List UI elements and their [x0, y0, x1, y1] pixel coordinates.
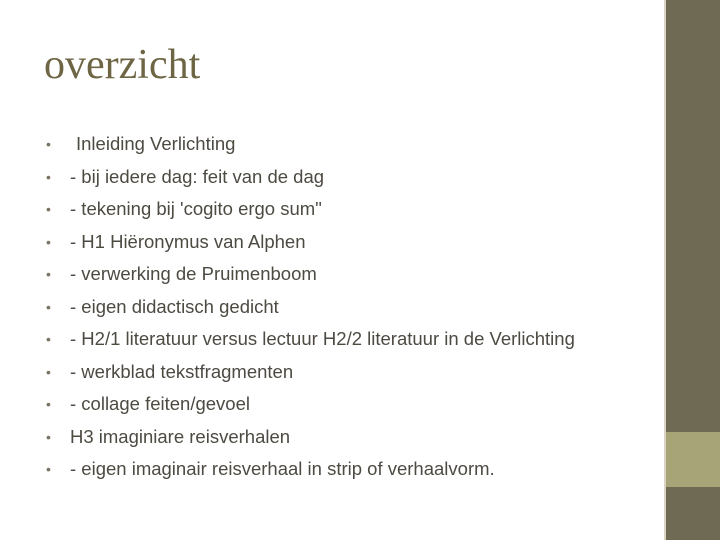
- list-item-text: - H1 Hiëronymus van Alphen: [70, 230, 306, 252]
- bullet-icon: •: [46, 136, 51, 152]
- list-item: [46, 263, 608, 285]
- list-item: [46, 426, 608, 448]
- list-item-text: - tekening bij 'cogito ergo sum": [70, 198, 322, 219]
- decorative-sidebar-accent: [666, 432, 720, 487]
- slide-title: overzicht: [44, 42, 201, 88]
- bullet-list: [46, 133, 608, 491]
- list-item: [46, 231, 608, 253]
- list-item: [46, 328, 608, 350]
- list-item-text: - werkblad tekstfragmenten: [70, 360, 294, 382]
- bullet-icon: •: [46, 266, 51, 282]
- bullet-icon: •: [46, 201, 51, 217]
- list-item-text: H3 imaginiare reisverhalen: [70, 425, 291, 447]
- list-item: [46, 198, 608, 220]
- list-item: [46, 166, 608, 188]
- bullet-icon: •: [46, 363, 51, 380]
- list-item-text: - bij iedere dag: feit van de dag: [70, 165, 325, 187]
- bullet-icon: •: [46, 396, 51, 412]
- bullet-icon: •: [46, 331, 51, 347]
- bullet-icon: •: [46, 461, 51, 477]
- list-item: [46, 361, 608, 383]
- list-item: [46, 133, 608, 155]
- list-item-text: - eigen didactisch gedicht: [70, 295, 279, 317]
- list-item-text: Inleiding Verlichting: [76, 133, 236, 154]
- bullet-icon: •: [46, 428, 51, 445]
- bullet-icon: •: [46, 168, 51, 185]
- list-item-text: - H2/1 literatuur versus lectuur H2/2 literatuur in de Verlichting: [70, 328, 575, 349]
- list-item-text: - verwerking de Pruimenboom: [70, 263, 317, 284]
- list-item: [46, 393, 608, 415]
- list-item: [46, 458, 608, 480]
- bullet-icon: •: [46, 298, 51, 315]
- list-item: [46, 296, 608, 318]
- bullet-icon: •: [46, 233, 51, 250]
- list-item-text: - eigen imaginair reisverhaal in strip of verhaalvorm.: [70, 458, 495, 479]
- list-item-text: - collage feiten/gevoel: [70, 393, 250, 414]
